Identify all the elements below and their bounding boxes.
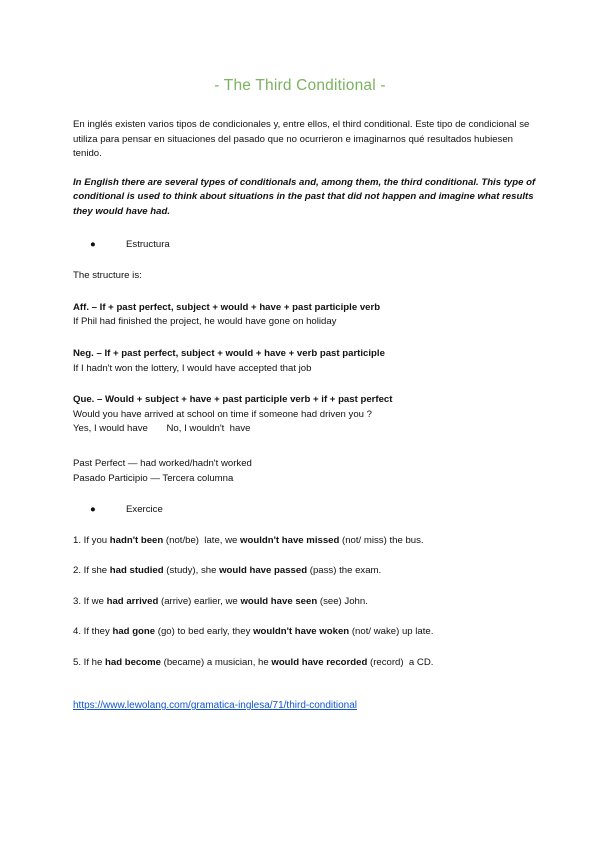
exercise-text: (see) John. bbox=[317, 595, 368, 607]
exercise-answer: had become bbox=[105, 657, 161, 669]
past-perfect-note: Past Perfect — had worked/hadn't worked bbox=[73, 457, 252, 469]
neg-example: If I hadn't won the lottery, I would have accepted that job bbox=[73, 362, 312, 374]
exercise-answer: wouldn't have missed bbox=[240, 534, 340, 546]
intro-spanish: En inglés existen varios tipos de condicionales y, entre ellos, el third conditional. Este tipo de condicional se utiliza para pensar en situaciones del pasado que no ocurrieron e imaginarnos qué resultados hubiesen tenido. bbox=[73, 119, 530, 160]
exercise-text: (not/ wake) up late. bbox=[349, 626, 434, 638]
exercise-text: (study), she bbox=[163, 565, 220, 577]
exercise-answer: wouldn't have woken bbox=[253, 626, 350, 638]
exercise-text: (record) a CD. bbox=[367, 657, 434, 669]
bullet-estructura bbox=[73, 238, 543, 253]
intro-english: In English there are several types of conditionals and, among them, the third conditional. This type of conditional is used to think about situations in the past that did not happen and imagine what results they would have had. bbox=[73, 176, 536, 217]
bullet-dot-icon: ● bbox=[90, 504, 96, 516]
exercise-4 bbox=[73, 625, 543, 640]
page-title: - The Third Conditional - bbox=[214, 77, 386, 94]
aff-formula: Aff. – If + past perfect, subject + would + have + past participle verb bbox=[73, 301, 381, 313]
exercise-text: (go) to bed early, they bbox=[155, 626, 254, 638]
pasado-participio-note: Pasado Participio — Tercera columna bbox=[73, 472, 234, 484]
exercise-answer: had gone bbox=[112, 626, 156, 638]
exercise-text: (arrive) earlier, we bbox=[158, 595, 241, 607]
exercise-text: (became) a musician, he bbox=[160, 657, 272, 669]
bullet-dot-icon: ● bbox=[90, 238, 96, 250]
exercise-text: (pass) the exam. bbox=[307, 565, 382, 577]
exercise-text: 4. If they bbox=[73, 626, 113, 638]
exercise-5 bbox=[73, 656, 543, 671]
aff-example: If Phil had finished the project, he would have gone on holiday bbox=[73, 316, 337, 328]
que-formula: Que. – Would + subject + have + past participle verb + if + past perfect bbox=[73, 394, 393, 406]
exercise-text: (not/be) late, we bbox=[163, 534, 241, 546]
exercise-2 bbox=[73, 564, 543, 579]
bullet-label: Exercice bbox=[126, 504, 163, 516]
exercise-answer: had studied bbox=[109, 565, 164, 577]
exercise-answer: would have passed bbox=[219, 565, 308, 577]
que-answers: Yes, I would have No, I wouldn't have bbox=[73, 423, 251, 435]
reference-link[interactable]: https://www.lewolang.com/gramatica-inglesa/71/third-conditional bbox=[73, 700, 358, 711]
exercise-answer: had arrived bbox=[106, 595, 159, 607]
exercise-answer: would have seen bbox=[240, 595, 318, 607]
exercise-text: 2. If she bbox=[73, 565, 110, 577]
neg-formula: Neg. – If + past perfect, subject + would + have + verb past participle bbox=[73, 347, 385, 359]
exercise-text: 3. If we bbox=[73, 595, 107, 607]
bullet-exercice bbox=[73, 503, 543, 518]
exercise-text: 1. If you bbox=[73, 534, 110, 546]
exercise-text: (not/ miss) the bus. bbox=[339, 534, 424, 546]
exercise-text: 5. If he bbox=[73, 657, 105, 669]
structure-intro: The structure is: bbox=[73, 270, 142, 282]
exercise-answer: would have recorded bbox=[271, 657, 368, 669]
exercise-1 bbox=[73, 534, 543, 549]
exercise-3 bbox=[73, 595, 543, 610]
exercise-answer: hadn't been bbox=[109, 534, 164, 546]
que-example: Would you have arrived at school on time if someone had driven you ? bbox=[73, 408, 372, 420]
bullet-label: Estructura bbox=[126, 238, 170, 250]
document-body bbox=[73, 118, 543, 671]
